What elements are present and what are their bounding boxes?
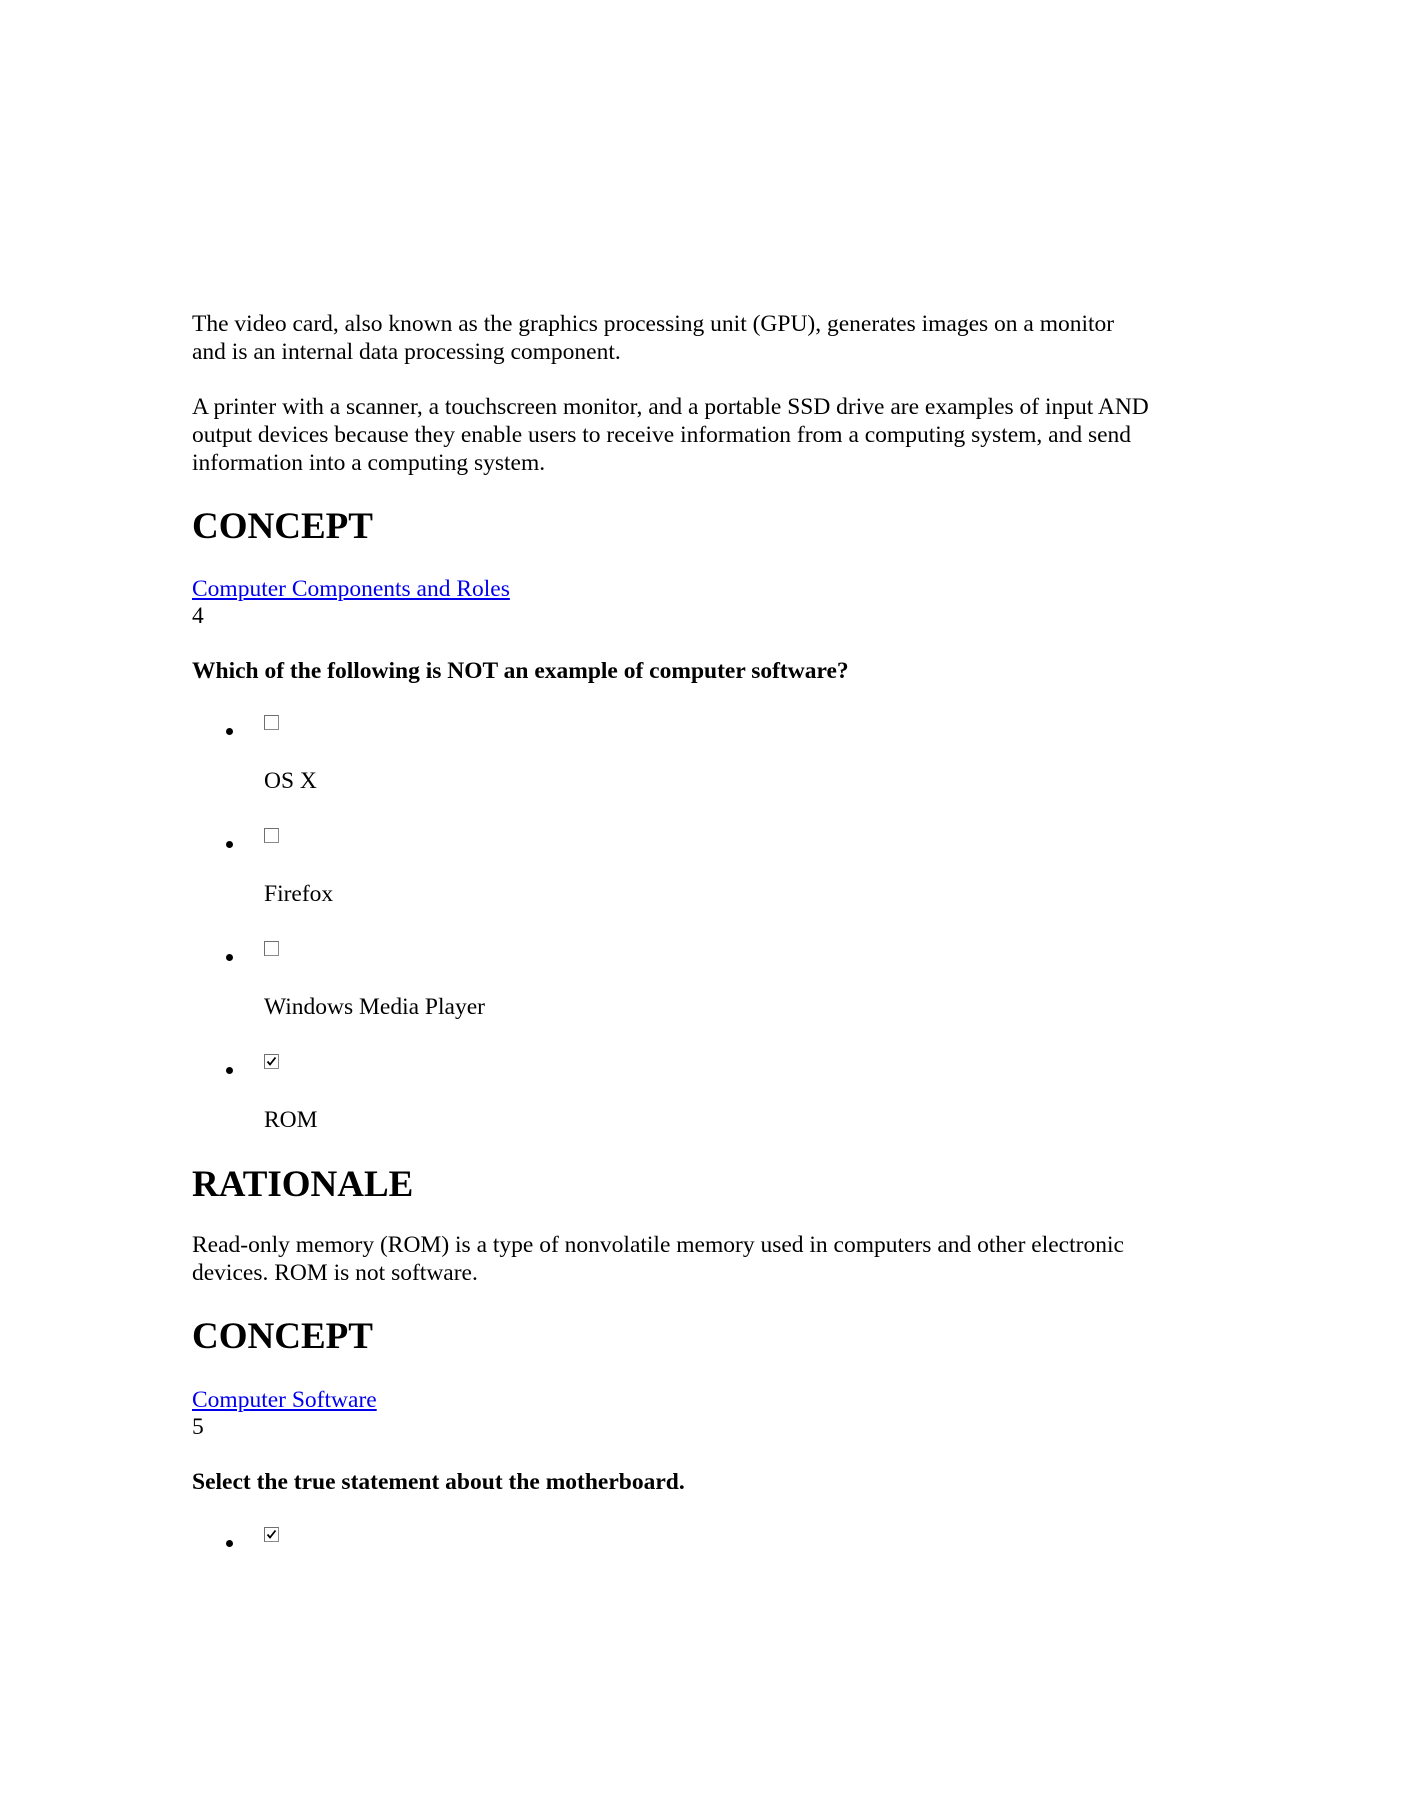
bullet-icon (226, 841, 236, 851)
option-label-rom: ROM (264, 1107, 318, 1133)
bullet-icon (226, 1067, 236, 1077)
option-label-firefox: Firefox (264, 881, 334, 907)
question-prompt: Which of the following is NOT an example of computer software? (192, 658, 849, 684)
intro-paragraph-gpu: The video card, also known as the graphics processing unit (GPU), generates images on a monitor and is an internal data processing component. (192, 311, 1115, 365)
intro-paragraph-io-devices: A printer with a scanner, a touchscreen monitor, and a portable SSD drive are examples of input AND output devices because they enable users to receive information from a computing system, and send information into a computing system. (192, 394, 1149, 476)
rationale-text: Read-only memory (ROM) is a type of nonvolatile memory used in computers and other electronic devices. ROM is not software. (192, 1232, 1124, 1286)
option-checkbox-rom[interactable] (264, 1054, 279, 1069)
concept-heading: CONCEPT (192, 1316, 373, 1357)
option-checkbox-firefox[interactable] (264, 828, 279, 843)
rationale-heading: RATIONALE (192, 1164, 414, 1205)
question-number: 5 (192, 1414, 204, 1440)
bullet-icon (226, 1540, 236, 1550)
question-number: 4 (192, 603, 204, 629)
concept-link-computer-components[interactable]: Computer Components and Roles (192, 576, 510, 602)
concept-link-computer-software[interactable]: Computer Software (192, 1387, 377, 1413)
option-checkbox-windows-media-player[interactable] (264, 941, 279, 956)
question-prompt: Select the true statement about the motherboard. (192, 1469, 685, 1495)
option-checkbox[interactable] (264, 1527, 279, 1542)
option-label-windows-media-player: Windows Media Player (264, 994, 485, 1020)
checkmark-icon (266, 1529, 277, 1540)
checkmark-icon (266, 1056, 277, 1067)
concept-heading: CONCEPT (192, 506, 373, 547)
bullet-icon (226, 728, 236, 738)
option-label-os-x: OS X (264, 768, 317, 794)
bullet-icon (226, 954, 236, 964)
option-checkbox-os-x[interactable] (264, 715, 279, 730)
